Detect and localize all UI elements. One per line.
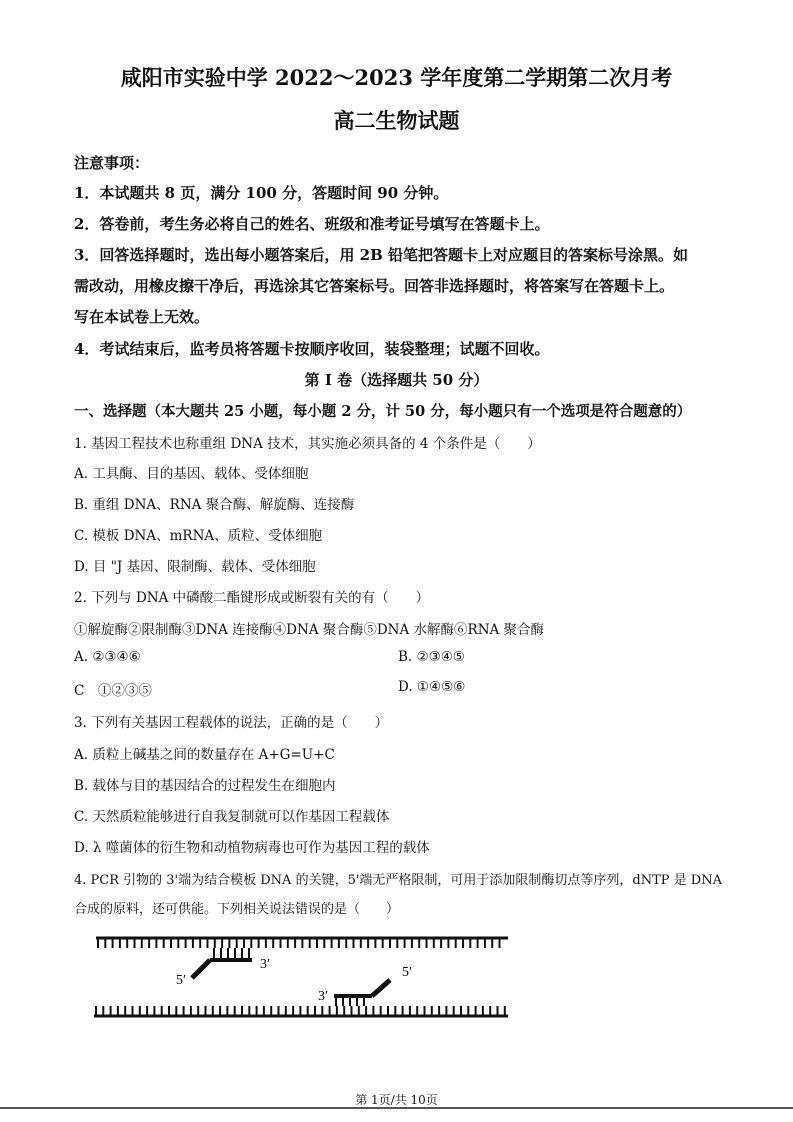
question-3-option-b: B. 载体与目的基因结合的过程发生在细胞内 <box>74 778 336 794</box>
question-3-option-a: A. 质粒上碱基之间的数量存在 A+G=U+C <box>74 747 335 763</box>
note-line-2: 2．答卷前，考生务必将自己的姓名、班级和准考证号填写在答题卡上。 <box>74 215 550 233</box>
template-strand-bottom <box>94 1006 508 1016</box>
primer-top-3-label: 3′ <box>260 957 271 972</box>
question-2-option-d: D. ①④⑤⑥ <box>398 679 466 695</box>
note-line-3b: 需改动，用橡皮擦干净后，再选涂其它答案标号。回答非选择题时，将答案写在答题卡上。 <box>74 277 675 295</box>
primer-tail <box>372 980 390 996</box>
question-2-option-a: A. ②③④⑥ <box>74 649 141 665</box>
note-line-4: 4．考试结束后，监考员将答题卡按顺序收回，装袋整理；试题不回收。 <box>74 340 550 358</box>
question-2-option-c: C ①②③⑤ <box>74 683 152 699</box>
question-1-option-a: A. 工具酶、目的基因、载体、受体细胞 <box>74 466 309 482</box>
note-line-1: 1．本试题共 8 页，满分 100 分，答题时间 90 分钟。 <box>74 184 449 202</box>
primer-top-5-label: 5′ <box>176 973 187 988</box>
note-line-3a: 3．回答选择题时，选出每小题答案后，用 2B 铅笔把答题卡上对应题目的答案标号涂黑。如 <box>74 246 689 264</box>
footer-rule <box>0 1107 793 1109</box>
note-line-3c: 写在本试卷上无效。 <box>74 308 210 326</box>
pcr-primer-diagram <box>92 930 512 1022</box>
question-2-list: ①解旋酶②限制酶③DNA 连接酶④DNA 聚合酶⑤DNA 水解酶⑥RNA 聚合酶 <box>74 622 545 638</box>
page-title: 咸阳市实验中学 2022～2023 学年度第二学期第二次月考 <box>120 65 673 90</box>
question-3-option-d: D. λ 噬菌体的衍生物和动植物病毒也可作为基因工程的载体 <box>74 840 430 856</box>
notes-heading: 注意事项： <box>74 154 150 172</box>
question-4-stem-line-2: 合成的原料，还可供能。下列相关说法错误的是（ ） <box>74 902 400 917</box>
primer-bottom-5-label: 5′ <box>402 965 413 980</box>
question-3-stem: 3. 下列有关基因工程载体的说法，正确的是（ ） <box>74 715 389 731</box>
question-1-option-d: D. 目 "J 基因、限制酶、载体、受体细胞 <box>74 559 316 575</box>
section-heading: 一、选择题（本大题共 25 小题，每小题 2 分，计 50 分，每小题只有一个选项是符合题意的） <box>74 403 692 420</box>
primer-bottom <box>334 980 390 1006</box>
part-title: 第 I 卷（选择题共 50 分） <box>304 371 489 389</box>
primer-tail <box>192 960 210 978</box>
question-1-stem: 1. 基因工程技术也称重组 DNA 技术，其实施必须具备的 4 个条件是（ ） <box>74 436 541 452</box>
question-1-option-c: C. 模板 DNA、mRNA、质粒、受体细胞 <box>74 528 323 544</box>
question-2-stem: 2. 下列与 DNA 中磷酸二酯键形成或断裂有关的有（ ） <box>74 590 430 606</box>
primer-top <box>192 948 252 978</box>
template-strand-top <box>96 938 508 948</box>
question-2-option-b: B. ②③④⑤ <box>398 649 465 665</box>
question-1-option-b: B. 重组 DNA、RNA 聚合酶、解旋酶、连接酶 <box>74 497 355 513</box>
question-3-option-c: C. 天然质粒能够进行自我复制就可以作基因工程载体 <box>74 809 390 825</box>
primer-bottom-3-label: 3′ <box>318 989 329 1004</box>
page-subtitle: 高二生物试题 <box>333 108 460 133</box>
page-number: 第 1页/共 10页 <box>355 1093 438 1107</box>
question-4-stem-line-1: 4. PCR 引物的 3'端为结合模板 DNA 的关键，5'端无严格限制，可用于添加限制酶切点等序列，dNTP 是 DNA <box>74 873 722 888</box>
